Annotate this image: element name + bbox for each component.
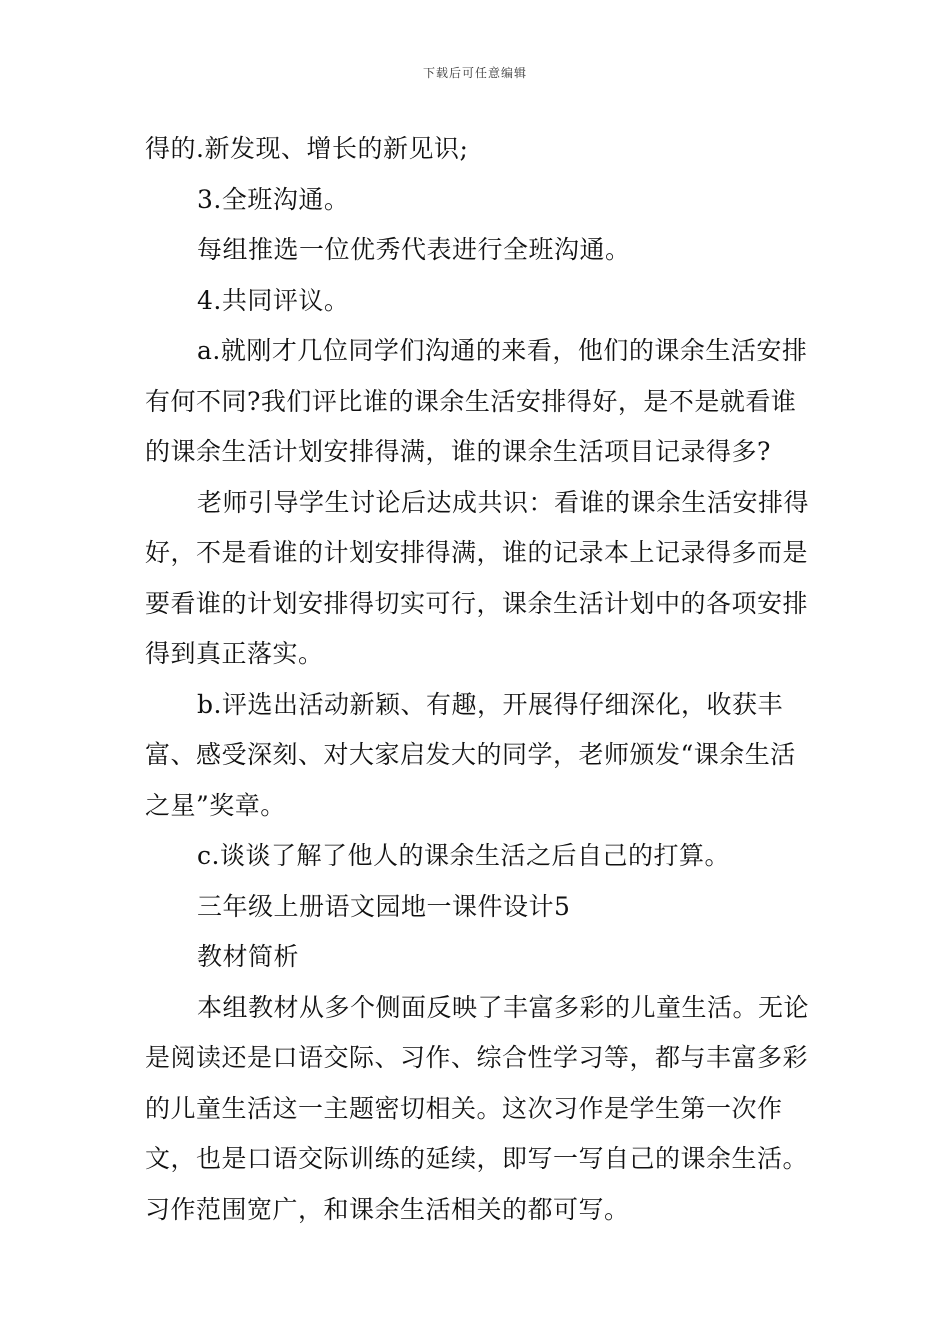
page-header: 下载后可任意编辑	[422, 66, 527, 80]
subsection-title: 教材简析	[197, 942, 300, 971]
paragraph-step-3-detail: 每组推选一位优秀代表进行全班沟通。	[197, 235, 631, 264]
paragraph-item-c: c.谈谈了解了他人的课余生活之后自己的打算。	[197, 841, 730, 870]
paragraph-step-3: 3.全班沟通。	[197, 184, 350, 214]
paragraph-consensus: 老师引导学生讨论后达成共识：看谁的课余生活安排得好，不是看谁的计划安排得满，谁的记录本上记录得多而是要看谁的计划安排得切实可行，课余生活计划中的各项安排得到真正落实。	[145, 487, 810, 668]
document-body	[145, 124, 810, 1235]
section-title: 三年级上册语文园地一课件设计5	[197, 891, 571, 921]
paragraph-continuation: 得的.新发现、增长的新见识;	[145, 134, 469, 163]
paragraph-analysis: 本组教材从多个侧面反映了丰富多彩的儿童生活。无论是阅读还是口语交际、习作、综合性学习等，都与丰富多彩的儿童生活这一主题密切相关。这次习作是学生第一次作文，也是口语交际训练的延续，即写一写自己的课余生活。习作范围宽广，和课余生活相关的都可写。	[145, 992, 810, 1224]
paragraph-step-4: 4.共同评议。	[197, 285, 350, 315]
paragraph-item-b: b.评选出活动新颖、有趣，开展得仔细深化，收获丰富、感受深刻、对大家启发大的同学，老师颁发“课余生活之星”奖章。	[145, 689, 796, 820]
paragraph-item-a: a.就刚才几位同学们沟通的来看，他们的课余生活安排有何不同?我们评比谁的课余生活安排得好，是不是就看谁的课余生活计划安排得满，谁的课余生活项目记录得多?	[145, 336, 808, 466]
